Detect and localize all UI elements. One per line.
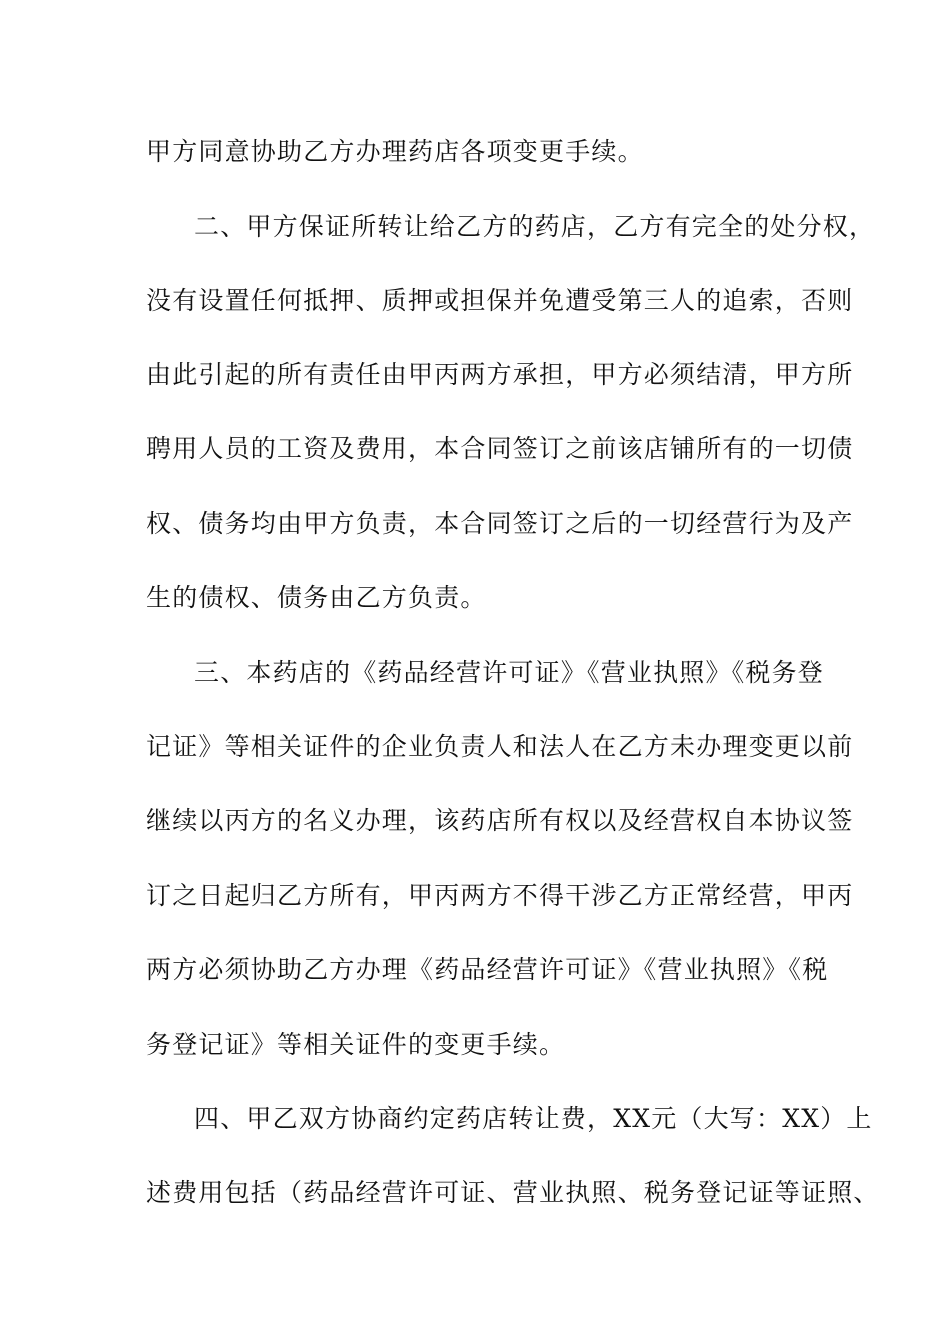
text-line-4: 由此引起的所有责任由甲丙两方承担，甲方必须结清，甲方所 [146,360,854,389]
text-line-14: 四、甲乙双方协商约定药店转让费，XX元（大写：XX）上 [194,1104,873,1133]
text-line-8: 三、本药店的《药品经营许可证》《营业执照》《税务登 [194,658,825,687]
text-line-2: 二、甲方保证所转让给乙方的药店，乙方有完全的处分权， [194,212,876,241]
text-line-11: 订之日起归乙方所有，甲丙两方不得干涉乙方正常经营，甲丙 [146,881,854,910]
text-line-9: 记证》等相关证件的企业负责人和法人在乙方未办理变更以前 [146,732,854,761]
text-line-3: 没有设置任何抵押、质押或担保并免遭受第三人的追索，否则 [146,286,854,315]
text-line-1: 甲方同意协助乙方办理药店各项变更手续。 [146,137,644,166]
text-line-6: 权、债务均由甲方负责，本合同签订之后的一切经营行为及产 [146,509,854,538]
text-line-7: 生的债权、债务由乙方负责。 [146,583,487,612]
text-line-12: 两方必须协助乙方办理《药品经营许可证》《营业执照》《税 [146,955,829,984]
text-line-5: 聘用人员的工资及费用，本合同签订之前该店铺所有的一切债 [146,434,854,463]
text-line-15: 述费用包括（药品经营许可证、营业执照、税务登记证等证照、 [146,1178,880,1207]
text-line-13: 务登记证》等相关证件的变更手续。 [146,1030,566,1059]
text-line-10: 继续以丙方的名义办理，该药店所有权以及经营权自本协议签 [146,806,854,835]
